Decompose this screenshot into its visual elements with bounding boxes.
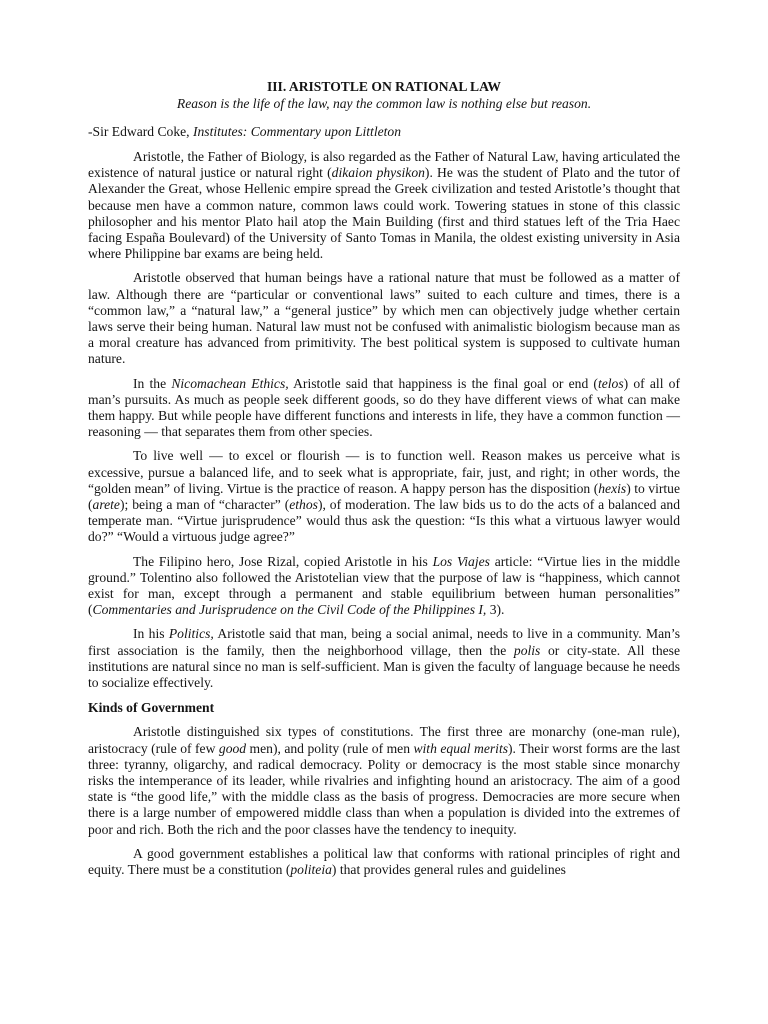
- attribution-work: Institutes: Commentary upon Littleton: [192, 124, 402, 139]
- epigraph-attribution: [88, 123, 680, 140]
- text-run: men), and polity (rule of men: [246, 740, 414, 756]
- text-run: A good government establishes a political law that conforms with rational principles of right and equity. There must be a constitution (: [88, 845, 680, 877]
- italic-text-run: ethos: [289, 497, 318, 513]
- attribution-author: -Sir Edward Coke,: [88, 124, 193, 139]
- italic-text-run: telos: [597, 375, 624, 391]
- italic-text-run: politeia: [290, 861, 332, 877]
- section-heading: Kinds of Government: [88, 700, 215, 716]
- text-run: 3).: [486, 602, 505, 618]
- text-run: To live well — to excel or flourish — is to function well. Reason makes us perceive what is excessive, pursue a balanced life, and to seek what is appropriate, fair, just, and right; in other words, the “golden mean” of living. Virtue is the practice of reason. A happy person has the disposition (: [88, 448, 680, 496]
- text-run: ) to virtue (: [88, 480, 681, 513]
- italic-text-run: Nicomachean Ethics,: [171, 375, 289, 391]
- italic-text-run: good: [218, 740, 247, 756]
- text-run: article: “Virtue lies in the middle ground.” Tolentino also followed the Aristotelian view that the purpose of law is “happiness, which cannot exist for man, except through a permanent and stable equilibrium between human personalities” (: [88, 553, 680, 618]
- paragraph: [88, 724, 680, 837]
- text-run: Aristotle said that happiness is the final goal or end (: [288, 375, 598, 391]
- text-run: In the: [133, 375, 172, 391]
- text-run: Aristotle, the Father of Biology, is also regarded as the Father of Natural Law, having articulated the existence of natural justice or natural right (: [88, 149, 680, 181]
- paragraph: [88, 554, 680, 619]
- text-run: ), of moderation. The law bids us to do the acts of a balanced and temperate man. “Virtue jurisprudence” would thus ask the question: “Is this what a virtuous lawyer would do?” “Would a virtuous judge agree?”: [88, 497, 681, 545]
- italic-text-run: Politics,: [168, 626, 214, 642]
- italic-text-run: with equal merits: [413, 740, 509, 756]
- paragraph: [88, 846, 680, 878]
- italic-text-run: arete: [92, 497, 120, 513]
- italic-text-run: dikaion physikon: [331, 165, 425, 181]
- text-run: The Filipino hero, Jose Rizal, copied Aristotle in his: [133, 553, 433, 569]
- paragraph: [88, 270, 680, 367]
- text-run: or city-state. All these institutions are natural since no man is self-sufficient. Man is given the faculty of language because he needs to socialize effectively.: [88, 642, 680, 691]
- paragraph: [88, 448, 680, 545]
- text-run: ). He was the student of Plato and the tutor of Alexander the Great, whose Hellenic empire spread the Greek civilization and tested Aristotle’s thought that because men have a common nature, common laws could work. Towering statues in stone of this classic philosopher and his mentor Plato hail atop the Main Building (first and third statues left of the Tria Haec facing España Boulevard) of the University of Santo Tomas in Manila, the oldest existing university in Asia where Philippine bar exams are being held.: [88, 165, 680, 262]
- epigraph-quote: Reason is the life of the law, nay the common law is nothing else but reason.: [176, 96, 592, 111]
- text-run: Aristotle distinguished six types of constitutions. The first three are monarchy (one-man rule), aristocracy (rule of few: [88, 724, 680, 756]
- text-run: ) that provides general rules and guidelines: [331, 861, 566, 877]
- italic-text-run: Los Viajes: [432, 553, 490, 569]
- text-run: ) of all of man’s pursuits. As much as people seek different goods, so do they have different views of what can make them happy. But while people have different functions and interests in life, they have a common function — reasoning — that separates them from other species.: [88, 375, 680, 440]
- body-text: [88, 149, 680, 691]
- paragraph: [88, 376, 680, 441]
- paragraph: [88, 626, 680, 691]
- italic-text-run: polis: [513, 642, 541, 658]
- paragraph: [88, 149, 680, 262]
- text-run: Aristotle observed that human beings have a rational nature that must be followed as a matter of law. Although there are “particular or conventional laws” suited to each culture and times, there is a “common law,” a “natural law,” a “general justice” by which men can objectively judge whether certain laws serve their being human. Natural law must not be confused with animalistic biologism because man as a moral creature has advanced from primitivity. The best political system is supposed to cultivate human nature.: [88, 270, 680, 367]
- text-run: ); being a man of “character” (: [119, 497, 290, 513]
- text-run: ). Their worst forms are the last three: tyranny, oligarchy, and radical democracy. Polity or democracy is the most stable since monarchy risks the intemperance of its leader, while rivalries and infighting hound an aristocracy. The aim of a good state is “the good life,” with the middle class as the basis of progress. Democracies are more secure when there is a large number of empowered middle class than when a population is divided into the extremes of poor and rich. Both the rich and the poor classes have the tendency to inequity.: [88, 740, 680, 837]
- chapter-title: III. ARISTOTLE ON RATIONAL LAW: [266, 79, 502, 94]
- text-run: In his: [133, 626, 169, 642]
- italic-text-run: hexis: [598, 480, 627, 496]
- section-body-text: [88, 724, 680, 878]
- italic-text-run: Commentaries and Jurisprudence on the Civil Code of the Philippines I,: [92, 602, 487, 618]
- text-run: Aristotle said that man, being a social animal, needs to live in a community. Man’s first association is the family, then the neighborhood village, then the: [88, 626, 680, 658]
